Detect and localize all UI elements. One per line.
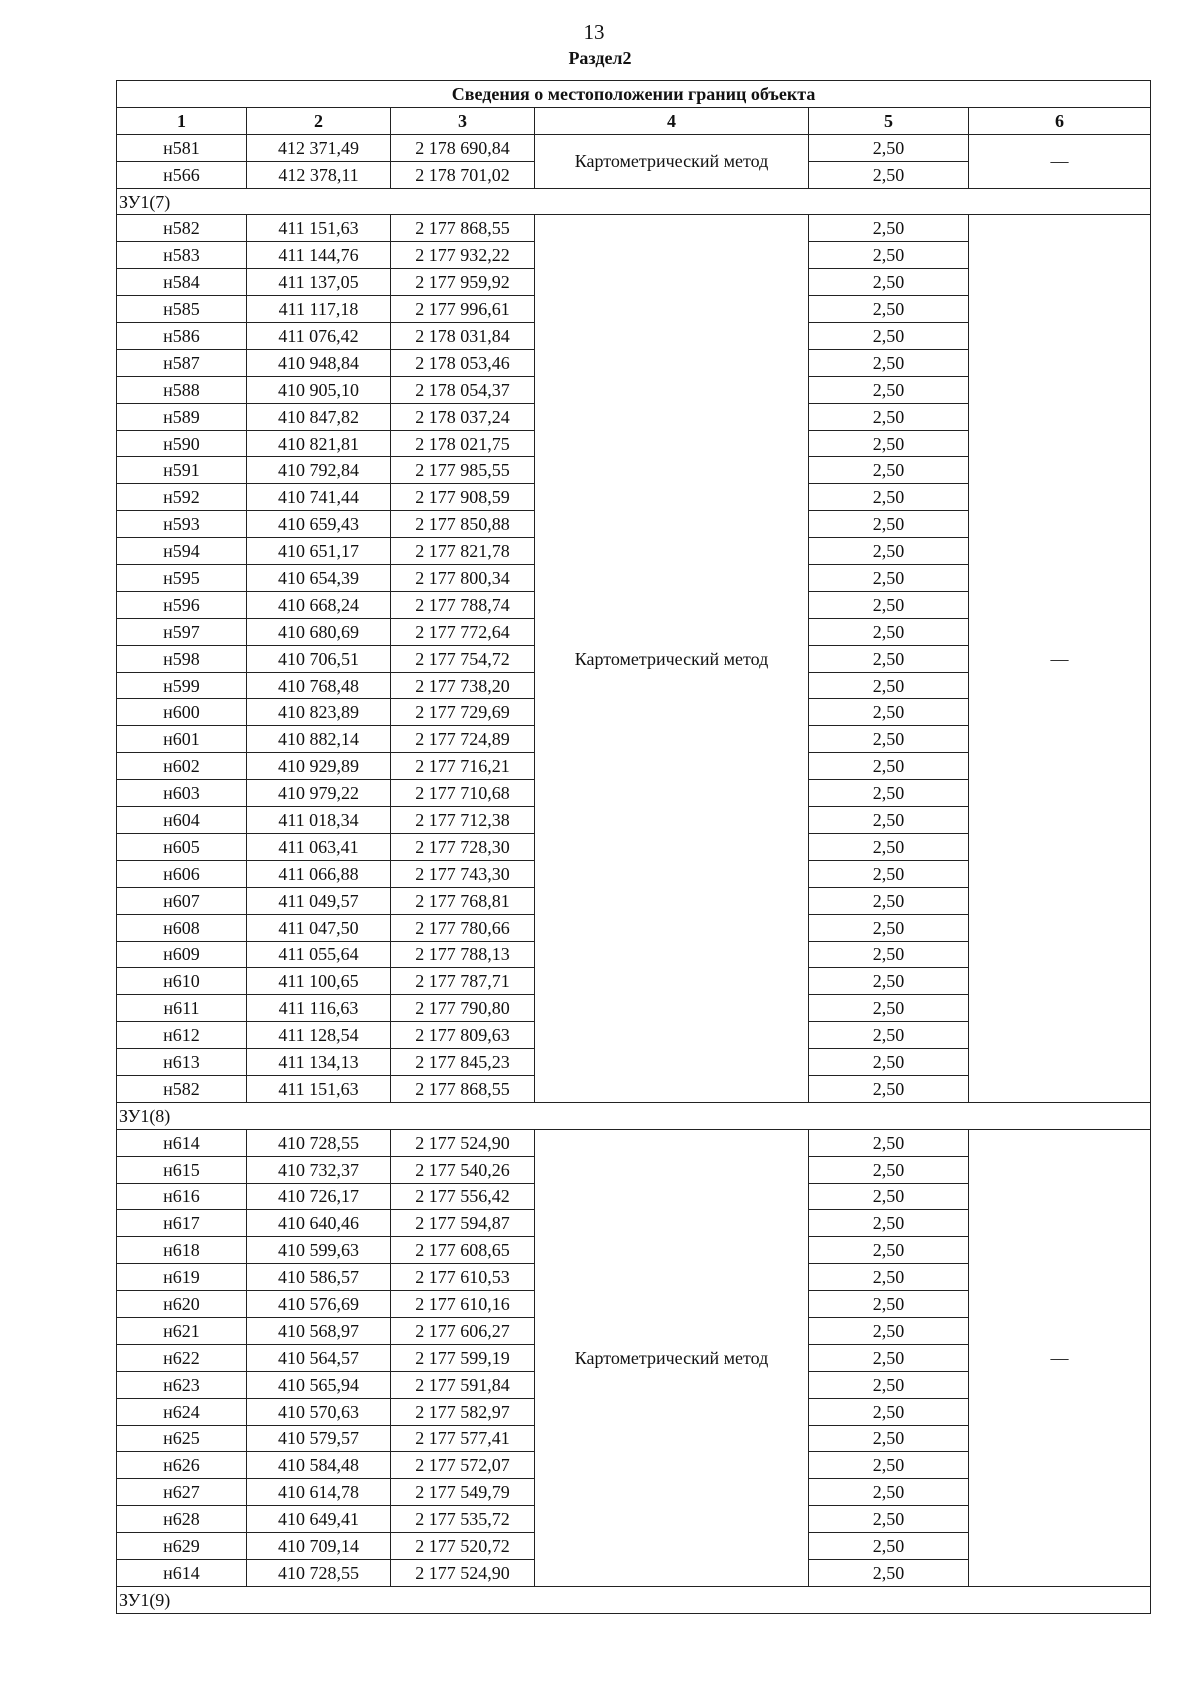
table-body xyxy=(117,134,1151,1613)
x-coordinate-cell: 411 151,63 xyxy=(247,1075,391,1102)
y-coordinate-cell: 2 178 701,02 xyxy=(391,161,535,188)
point-name-cell: н616 xyxy=(117,1183,247,1210)
accuracy-cell: 2,50 xyxy=(809,1022,969,1049)
x-coordinate-cell: 411 116,63 xyxy=(247,995,391,1022)
y-coordinate-cell: 2 177 520,72 xyxy=(391,1533,535,1560)
y-coordinate-cell: 2 177 788,74 xyxy=(391,591,535,618)
x-coordinate-cell: 410 792,84 xyxy=(247,457,391,484)
accuracy-cell: 2,50 xyxy=(809,1075,969,1102)
accuracy-cell: 2,50 xyxy=(809,430,969,457)
accuracy-cell: 2,50 xyxy=(809,780,969,807)
x-coordinate-cell: 410 728,55 xyxy=(247,1559,391,1586)
y-coordinate-cell: 2 178 037,24 xyxy=(391,403,535,430)
caption-row xyxy=(117,81,1151,108)
y-coordinate-cell: 2 177 594,87 xyxy=(391,1210,535,1237)
point-name-cell: н596 xyxy=(117,591,247,618)
column-header: 6 xyxy=(969,107,1151,134)
table-row xyxy=(117,215,1151,242)
x-coordinate-cell: 410 640,46 xyxy=(247,1210,391,1237)
point-name-cell: н583 xyxy=(117,242,247,269)
y-coordinate-cell: 2 177 932,22 xyxy=(391,242,535,269)
point-name-cell: н603 xyxy=(117,780,247,807)
point-name-cell: н611 xyxy=(117,995,247,1022)
accuracy-cell: 2,50 xyxy=(809,349,969,376)
point-name-cell: н614 xyxy=(117,1129,247,1156)
accuracy-cell: 2,50 xyxy=(809,376,969,403)
x-coordinate-cell: 411 134,13 xyxy=(247,1049,391,1076)
point-name-cell: н621 xyxy=(117,1317,247,1344)
x-coordinate-cell: 410 614,78 xyxy=(247,1479,391,1506)
accuracy-cell: 2,50 xyxy=(809,1559,969,1586)
accuracy-cell: 2,50 xyxy=(809,457,969,484)
table-row xyxy=(117,134,1151,161)
point-name-cell: н592 xyxy=(117,484,247,511)
point-name-cell: н582 xyxy=(117,1075,247,1102)
y-coordinate-cell: 2 177 582,97 xyxy=(391,1398,535,1425)
point-name-cell: н586 xyxy=(117,323,247,350)
x-coordinate-cell: 410 821,81 xyxy=(247,430,391,457)
accuracy-cell: 2,50 xyxy=(809,914,969,941)
column-header: 4 xyxy=(535,107,809,134)
y-coordinate-cell: 2 177 780,66 xyxy=(391,914,535,941)
point-name-cell: н622 xyxy=(117,1344,247,1371)
x-coordinate-cell: 411 066,88 xyxy=(247,860,391,887)
point-name-cell: н600 xyxy=(117,699,247,726)
method-cell: Картометрический метод xyxy=(535,1129,809,1586)
x-coordinate-cell: 410 576,69 xyxy=(247,1291,391,1318)
accuracy-cell: 2,50 xyxy=(809,941,969,968)
point-name-cell: н598 xyxy=(117,645,247,672)
x-coordinate-cell: 411 137,05 xyxy=(247,269,391,296)
accuracy-cell: 2,50 xyxy=(809,672,969,699)
column-header: 1 xyxy=(117,107,247,134)
table-row xyxy=(117,1129,1151,1156)
y-coordinate-cell: 2 177 868,55 xyxy=(391,1075,535,1102)
x-coordinate-cell: 410 570,63 xyxy=(247,1398,391,1425)
point-name-cell: н606 xyxy=(117,860,247,887)
point-name-cell: н604 xyxy=(117,807,247,834)
point-name-cell: н597 xyxy=(117,618,247,645)
x-coordinate-cell: 410 568,97 xyxy=(247,1317,391,1344)
y-coordinate-cell: 2 177 606,27 xyxy=(391,1317,535,1344)
accuracy-cell: 2,50 xyxy=(809,699,969,726)
group-label: ЗУ1(9) xyxy=(117,1586,1151,1613)
accuracy-cell: 2,50 xyxy=(809,1425,969,1452)
accuracy-cell: 2,50 xyxy=(809,887,969,914)
accuracy-cell: 2,50 xyxy=(809,1210,969,1237)
accuracy-cell: 2,50 xyxy=(809,968,969,995)
boundary-coordinates-table xyxy=(116,80,1151,1614)
column-header: 3 xyxy=(391,107,535,134)
accuracy-cell: 2,50 xyxy=(809,1317,969,1344)
point-name-cell: н566 xyxy=(117,161,247,188)
y-coordinate-cell: 2 177 591,84 xyxy=(391,1371,535,1398)
accuracy-cell: 2,50 xyxy=(809,269,969,296)
y-coordinate-cell: 2 177 908,59 xyxy=(391,484,535,511)
point-name-cell: н589 xyxy=(117,403,247,430)
accuracy-cell: 2,50 xyxy=(809,1183,969,1210)
x-coordinate-cell: 410 823,89 xyxy=(247,699,391,726)
x-coordinate-cell: 410 732,37 xyxy=(247,1156,391,1183)
point-name-cell: н619 xyxy=(117,1264,247,1291)
point-name-cell: н599 xyxy=(117,672,247,699)
y-coordinate-cell: 2 177 610,53 xyxy=(391,1264,535,1291)
accuracy-cell: 2,50 xyxy=(809,1452,969,1479)
y-coordinate-cell: 2 177 788,13 xyxy=(391,941,535,968)
accuracy-cell: 2,50 xyxy=(809,833,969,860)
point-name-cell: н607 xyxy=(117,887,247,914)
method-cell: Картометрический метод xyxy=(535,215,809,1102)
x-coordinate-cell: 410 979,22 xyxy=(247,780,391,807)
x-coordinate-cell: 411 117,18 xyxy=(247,296,391,323)
x-coordinate-cell: 411 151,63 xyxy=(247,215,391,242)
y-coordinate-cell: 2 177 821,78 xyxy=(391,538,535,565)
method-cell: Картометрический метод xyxy=(535,134,809,188)
point-name-cell: н593 xyxy=(117,511,247,538)
point-name-cell: н590 xyxy=(117,430,247,457)
point-name-cell: н585 xyxy=(117,296,247,323)
accuracy-cell: 2,50 xyxy=(809,1291,969,1318)
x-coordinate-cell: 410 929,89 xyxy=(247,753,391,780)
point-name-cell: н608 xyxy=(117,914,247,941)
point-name-cell: н627 xyxy=(117,1479,247,1506)
y-coordinate-cell: 2 177 572,07 xyxy=(391,1452,535,1479)
page-number: 13 xyxy=(583,20,605,44)
x-coordinate-cell: 410 905,10 xyxy=(247,376,391,403)
accuracy-cell: 2,50 xyxy=(809,1371,969,1398)
group-row xyxy=(117,1586,1151,1613)
x-coordinate-cell: 411 076,42 xyxy=(247,323,391,350)
x-coordinate-cell: 410 847,82 xyxy=(247,403,391,430)
x-coordinate-cell: 410 586,57 xyxy=(247,1264,391,1291)
y-coordinate-cell: 2 177 716,21 xyxy=(391,753,535,780)
point-name-cell: н602 xyxy=(117,753,247,780)
y-coordinate-cell: 2 177 790,80 xyxy=(391,995,535,1022)
point-name-cell: н605 xyxy=(117,833,247,860)
y-coordinate-cell: 2 177 608,65 xyxy=(391,1237,535,1264)
point-name-cell: н628 xyxy=(117,1506,247,1533)
accuracy-cell: 2,50 xyxy=(809,753,969,780)
x-coordinate-cell: 412 371,49 xyxy=(247,134,391,161)
x-coordinate-cell: 410 649,41 xyxy=(247,1506,391,1533)
point-name-cell: н601 xyxy=(117,726,247,753)
point-name-cell: н613 xyxy=(117,1049,247,1076)
group-label: ЗУ1(7) xyxy=(117,188,1151,215)
accuracy-cell: 2,50 xyxy=(809,995,969,1022)
x-coordinate-cell: 410 706,51 xyxy=(247,645,391,672)
x-coordinate-cell: 410 599,63 xyxy=(247,1237,391,1264)
point-name-cell: н609 xyxy=(117,941,247,968)
y-coordinate-cell: 2 177 610,16 xyxy=(391,1291,535,1318)
y-coordinate-cell: 2 177 724,89 xyxy=(391,726,535,753)
point-name-cell: н594 xyxy=(117,538,247,565)
point-name-cell: н626 xyxy=(117,1452,247,1479)
x-coordinate-cell: 410 564,57 xyxy=(247,1344,391,1371)
group-row xyxy=(117,1102,1151,1129)
y-coordinate-cell: 2 177 845,23 xyxy=(391,1049,535,1076)
point-name-cell: н587 xyxy=(117,349,247,376)
y-coordinate-cell: 2 177 868,55 xyxy=(391,215,535,242)
accuracy-cell: 2,50 xyxy=(809,403,969,430)
x-coordinate-cell: 412 378,11 xyxy=(247,161,391,188)
x-coordinate-cell: 410 741,44 xyxy=(247,484,391,511)
point-name-cell: н614 xyxy=(117,1559,247,1586)
y-coordinate-cell: 2 178 054,37 xyxy=(391,376,535,403)
accuracy-cell: 2,50 xyxy=(809,1129,969,1156)
x-coordinate-cell: 410 579,57 xyxy=(247,1425,391,1452)
x-coordinate-cell: 411 049,57 xyxy=(247,887,391,914)
y-coordinate-cell: 2 177 599,19 xyxy=(391,1344,535,1371)
accuracy-cell: 2,50 xyxy=(809,1264,969,1291)
y-coordinate-cell: 2 177 800,34 xyxy=(391,565,535,592)
x-coordinate-cell: 410 659,43 xyxy=(247,511,391,538)
accuracy-cell: 2,50 xyxy=(809,323,969,350)
table-caption: Сведения о местоположении границ объекта xyxy=(117,81,1151,108)
accuracy-cell: 2,50 xyxy=(809,726,969,753)
accuracy-cell: 2,50 xyxy=(809,1237,969,1264)
x-coordinate-cell: 410 565,94 xyxy=(247,1371,391,1398)
point-name-cell: н610 xyxy=(117,968,247,995)
accuracy-cell: 2,50 xyxy=(809,215,969,242)
y-coordinate-cell: 2 177 996,61 xyxy=(391,296,535,323)
point-name-cell: н584 xyxy=(117,269,247,296)
group-row xyxy=(117,188,1151,215)
accuracy-cell: 2,50 xyxy=(809,134,969,161)
point-name-cell: н615 xyxy=(117,1156,247,1183)
x-coordinate-cell: 410 651,17 xyxy=(247,538,391,565)
group-label: ЗУ1(8) xyxy=(117,1102,1151,1129)
point-name-cell: н591 xyxy=(117,457,247,484)
accuracy-cell: 2,50 xyxy=(809,645,969,672)
accuracy-cell: 2,50 xyxy=(809,1506,969,1533)
accuracy-cell: 2,50 xyxy=(809,1344,969,1371)
accuracy-cell: 2,50 xyxy=(809,296,969,323)
point-name-cell: н625 xyxy=(117,1425,247,1452)
accuracy-cell: 2,50 xyxy=(809,618,969,645)
x-coordinate-cell: 411 018,34 xyxy=(247,807,391,834)
y-coordinate-cell: 2 177 743,30 xyxy=(391,860,535,887)
y-coordinate-cell: 2 177 577,41 xyxy=(391,1425,535,1452)
x-coordinate-cell: 411 144,76 xyxy=(247,242,391,269)
accuracy-cell: 2,50 xyxy=(809,565,969,592)
x-coordinate-cell: 410 882,14 xyxy=(247,726,391,753)
accuracy-cell: 2,50 xyxy=(809,538,969,565)
x-coordinate-cell: 410 654,39 xyxy=(247,565,391,592)
y-coordinate-cell: 2 177 768,81 xyxy=(391,887,535,914)
x-coordinate-cell: 410 680,69 xyxy=(247,618,391,645)
point-name-cell: н617 xyxy=(117,1210,247,1237)
section-title: Раздел2 xyxy=(568,48,632,68)
point-name-cell: н612 xyxy=(117,1022,247,1049)
y-coordinate-cell: 2 177 809,63 xyxy=(391,1022,535,1049)
x-coordinate-cell: 410 948,84 xyxy=(247,349,391,376)
x-coordinate-cell: 410 728,55 xyxy=(247,1129,391,1156)
accuracy-cell: 2,50 xyxy=(809,161,969,188)
x-coordinate-cell: 411 063,41 xyxy=(247,833,391,860)
y-coordinate-cell: 2 177 738,20 xyxy=(391,672,535,699)
y-coordinate-cell: 2 177 524,90 xyxy=(391,1559,535,1586)
y-coordinate-cell: 2 177 787,71 xyxy=(391,968,535,995)
accuracy-cell: 2,50 xyxy=(809,511,969,538)
column-header: 2 xyxy=(247,107,391,134)
column-header: 5 xyxy=(809,107,969,134)
y-coordinate-cell: 2 177 959,92 xyxy=(391,269,535,296)
point-name-cell: н618 xyxy=(117,1237,247,1264)
accuracy-cell: 2,50 xyxy=(809,1049,969,1076)
y-coordinate-cell: 2 177 524,90 xyxy=(391,1129,535,1156)
x-coordinate-cell: 411 100,65 xyxy=(247,968,391,995)
y-coordinate-cell: 2 177 729,69 xyxy=(391,699,535,726)
y-coordinate-cell: 2 177 754,72 xyxy=(391,645,535,672)
x-coordinate-cell: 411 128,54 xyxy=(247,1022,391,1049)
accuracy-cell: 2,50 xyxy=(809,1398,969,1425)
y-coordinate-cell: 2 177 712,38 xyxy=(391,807,535,834)
x-coordinate-cell: 410 768,48 xyxy=(247,672,391,699)
x-coordinate-cell: 410 668,24 xyxy=(247,591,391,618)
note-cell: — xyxy=(969,215,1151,1102)
column-header-row xyxy=(117,107,1151,134)
note-cell: — xyxy=(969,1129,1151,1586)
y-coordinate-cell: 2 177 728,30 xyxy=(391,833,535,860)
x-coordinate-cell: 410 726,17 xyxy=(247,1183,391,1210)
y-coordinate-cell: 2 178 690,84 xyxy=(391,134,535,161)
point-name-cell: н595 xyxy=(117,565,247,592)
y-coordinate-cell: 2 177 540,26 xyxy=(391,1156,535,1183)
y-coordinate-cell: 2 177 772,64 xyxy=(391,618,535,645)
point-name-cell: н624 xyxy=(117,1398,247,1425)
accuracy-cell: 2,50 xyxy=(809,484,969,511)
accuracy-cell: 2,50 xyxy=(809,242,969,269)
accuracy-cell: 2,50 xyxy=(809,807,969,834)
x-coordinate-cell: 410 709,14 xyxy=(247,1533,391,1560)
point-name-cell: н588 xyxy=(117,376,247,403)
y-coordinate-cell: 2 178 031,84 xyxy=(391,323,535,350)
y-coordinate-cell: 2 177 985,55 xyxy=(391,457,535,484)
y-coordinate-cell: 2 177 710,68 xyxy=(391,780,535,807)
point-name-cell: н623 xyxy=(117,1371,247,1398)
accuracy-cell: 2,50 xyxy=(809,1479,969,1506)
accuracy-cell: 2,50 xyxy=(809,860,969,887)
y-coordinate-cell: 2 178 053,46 xyxy=(391,349,535,376)
x-coordinate-cell: 410 584,48 xyxy=(247,1452,391,1479)
y-coordinate-cell: 2 177 549,79 xyxy=(391,1479,535,1506)
accuracy-cell: 2,50 xyxy=(809,1156,969,1183)
x-coordinate-cell: 411 055,64 xyxy=(247,941,391,968)
x-coordinate-cell: 411 047,50 xyxy=(247,914,391,941)
note-cell: — xyxy=(969,134,1151,188)
y-coordinate-cell: 2 177 535,72 xyxy=(391,1506,535,1533)
point-name-cell: н581 xyxy=(117,134,247,161)
y-coordinate-cell: 2 178 021,75 xyxy=(391,430,535,457)
accuracy-cell: 2,50 xyxy=(809,1533,969,1560)
point-name-cell: н620 xyxy=(117,1291,247,1318)
accuracy-cell: 2,50 xyxy=(809,591,969,618)
y-coordinate-cell: 2 177 850,88 xyxy=(391,511,535,538)
point-name-cell: н629 xyxy=(117,1533,247,1560)
point-name-cell: н582 xyxy=(117,215,247,242)
y-coordinate-cell: 2 177 556,42 xyxy=(391,1183,535,1210)
